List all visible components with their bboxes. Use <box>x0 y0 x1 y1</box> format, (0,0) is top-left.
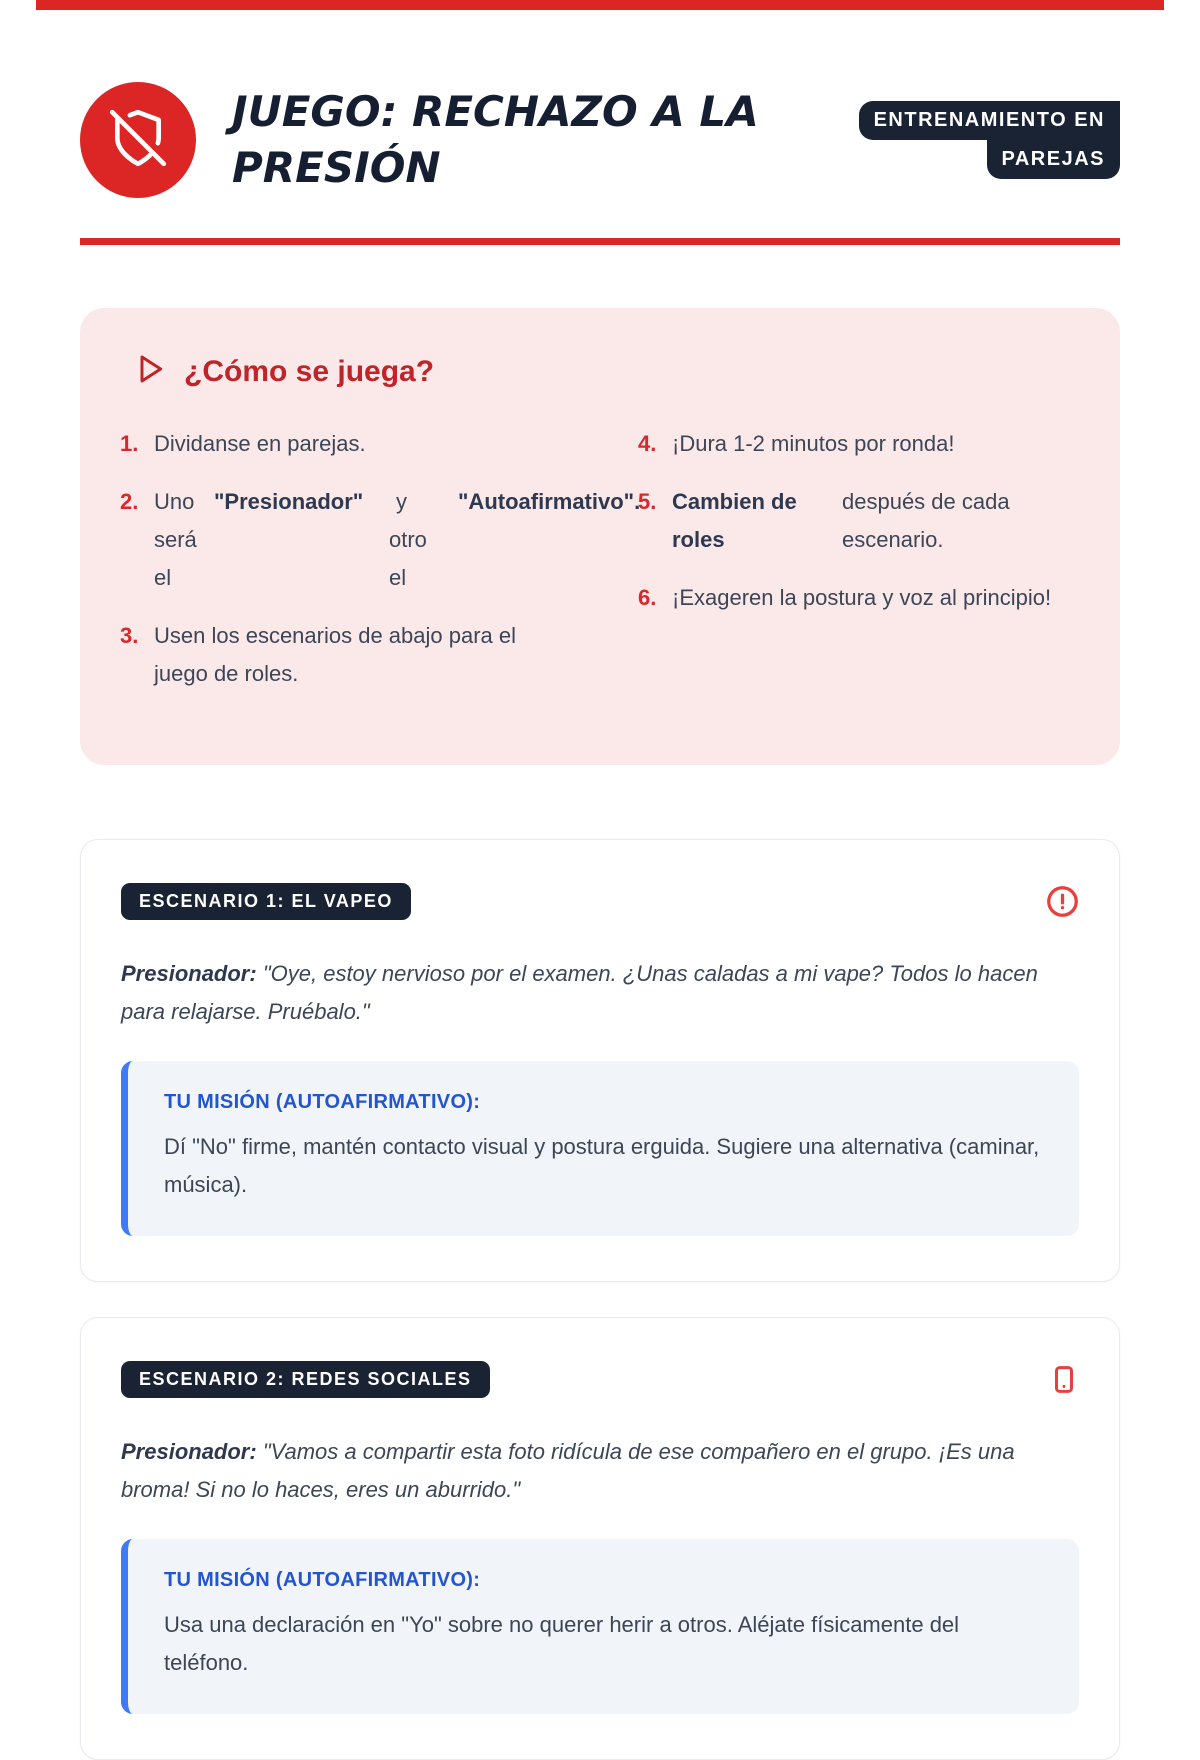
presionador-line <box>121 955 1079 1031</box>
alert-circle-icon <box>1046 885 1079 923</box>
list-number: 4. <box>638 431 657 456</box>
list-item-5-line1 <box>672 489 1010 514</box>
word-bold: "Presionador" <box>214 489 364 514</box>
page-title-line2: PRESIÓN <box>232 143 441 192</box>
list-text <box>672 483 1010 559</box>
mission-text: Usa una declaración en "Yo" sobre no querer herir a otros. Aléjate físicamente del teléfono. <box>164 1612 960 1675</box>
list-text <box>154 483 640 597</box>
list-item-5 <box>638 483 1080 559</box>
word: otro <box>389 527 427 552</box>
list-text: ¡Exageren la postura y voz al principio! <box>672 585 1052 610</box>
word: el <box>154 565 172 590</box>
list-text: Usen los escenarios de abajo para el juego de roles. <box>154 623 517 686</box>
page-title <box>232 84 832 196</box>
red-divider <box>80 238 1120 245</box>
list-item-1 <box>120 425 562 463</box>
list-item-2-line3 <box>154 565 406 590</box>
list-number: 3. <box>120 623 139 648</box>
play-icon <box>134 352 166 391</box>
how-to-play-list <box>120 425 1080 713</box>
word: será <box>154 527 197 552</box>
training-badge-line1: ENTRENAMIENTO EN <box>859 101 1120 140</box>
scenario-1-badge: ESCENARIO 1: EL VAPEO <box>121 883 411 920</box>
mission-text: Dí "No" firme, mantén contacto visual y postura erguida. Sugiere una alternativa (caminar, música). <box>164 1134 1040 1197</box>
scenario-card-2 <box>80 1317 1120 1760</box>
word-bold: "Autoafirmativo". <box>458 489 641 514</box>
scenario-card-1 <box>80 839 1120 1282</box>
list-number: 1. <box>120 431 139 456</box>
word-bold: Cambien de <box>672 489 797 514</box>
list-item-3 <box>120 617 562 693</box>
list-number: 6. <box>638 585 657 610</box>
word-bold: roles <box>672 527 725 552</box>
how-to-play-col-right <box>638 425 1080 713</box>
list-number: 2. <box>120 489 139 514</box>
shield-off-icon <box>107 107 169 174</box>
training-badge <box>859 101 1120 179</box>
smartphone-icon <box>1049 1363 1079 1401</box>
list-item-6 <box>638 579 1080 617</box>
worksheet-page <box>80 82 1120 1760</box>
speaker-quote: "Vamos a compartir esta foto ridícula de ese compañero en el grupo. ¡Es una broma! Si no lo haces, eres un aburrido." <box>121 1439 1015 1502</box>
word: el <box>389 565 407 590</box>
how-to-play-panel <box>80 308 1120 765</box>
how-to-play-header <box>120 352 1080 391</box>
mission-title: TU MISIÓN (AUTOAFIRMATIVO): <box>164 1569 481 1591</box>
training-badge-line2: PAREJAS <box>987 140 1121 179</box>
speaker-label: Presionador: <box>121 961 257 986</box>
list-item-4 <box>638 425 1080 463</box>
scenario-2-header <box>121 1361 1079 1401</box>
list-item-2-line1 <box>154 489 640 514</box>
list-item-2-line2 <box>154 527 427 552</box>
page-title-line1: JUEGO: RECHAZO A LA <box>232 87 759 136</box>
word: y <box>396 489 407 514</box>
how-to-play-col-left <box>120 425 641 713</box>
speaker-label: Presionador: <box>121 1439 257 1464</box>
scenario-2-badge: ESCENARIO 2: REDES SOCIALES <box>121 1361 490 1398</box>
mission-title: TU MISIÓN (AUTOAFIRMATIVO): <box>164 1091 481 1113</box>
list-text: ¡Dura 1-2 minutos por ronda! <box>672 431 955 456</box>
logo-badge <box>80 82 196 198</box>
mission-box-1 <box>121 1061 1079 1236</box>
list-number: 5. <box>638 489 657 514</box>
list-text: Dividanse en parejas. <box>154 431 366 456</box>
mission-box-2 <box>121 1539 1079 1714</box>
word: escenario. <box>842 527 944 552</box>
top-accent-bar <box>36 0 1164 10</box>
word: después de cada <box>842 489 1010 514</box>
header <box>80 82 1120 198</box>
scenario-1-header <box>121 883 1079 923</box>
speaker-quote: "Oye, estoy nervioso por el examen. ¿Unas caladas a mi vape? Todos lo hacen para relajarse. Pruébalo." <box>121 961 1038 1024</box>
how-to-play-title: ¿Cómo se juega? <box>184 354 435 388</box>
list-item-2 <box>120 483 641 597</box>
list-item-5-line2 <box>672 527 944 552</box>
word: Uno <box>154 489 195 514</box>
presionador-line <box>121 1433 1079 1509</box>
